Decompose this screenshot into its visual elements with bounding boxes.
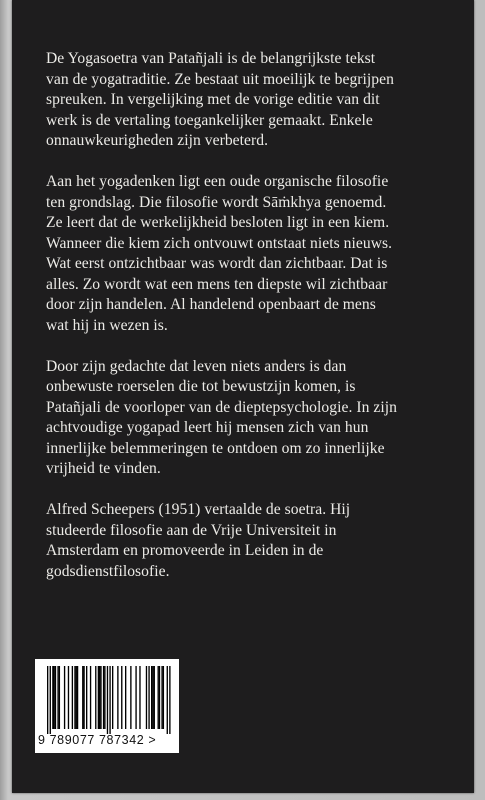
barcode-bar: [167, 666, 168, 734]
barcode-bar: [68, 666, 69, 729]
barcode-bar: [146, 666, 147, 729]
blurb-paragraph-samkhya: Aan het yogadenken ligt een oude organische filosofie ten grondslag. Die filosofie wordt Sāṁkhya genoemd. Ze leert dat de werkelijkheid besloten ligt in een kiem. Wanneer die kiem zich ontvouwt ontstaat niets nieuws. Wat eerst ontzichtbaar was wordt dan zichtbaar. Dat is alles. Zo wordt wat een mens ten diepste wil zichtbaar door zijn handelen. Al handelend openbaart de mens wat hij in wezen is.: [46, 173, 393, 334]
barcode-bar: [107, 666, 108, 734]
barcode-bar: [169, 666, 170, 734]
barcode-bar: [57, 666, 58, 729]
barcode-bar: [135, 666, 136, 729]
barcode-bar: [95, 666, 96, 729]
barcode-bar: [152, 666, 153, 729]
barcode-bar: [86, 666, 87, 729]
barcode-bar: [59, 666, 60, 729]
barcode-bar: [52, 666, 53, 729]
barcode-bar: [98, 666, 99, 729]
barcode-bar: [163, 666, 164, 729]
barcode-bar: [83, 666, 84, 729]
barcode-bar: [154, 666, 155, 729]
barcode-bar: [55, 666, 56, 729]
barcode-bar: [125, 666, 126, 729]
barcode-bar: [82, 666, 83, 729]
barcode-bar: [158, 666, 159, 729]
barcode-bar: [74, 666, 75, 729]
barcode-bar: [121, 666, 122, 729]
barcode-bar: [50, 666, 51, 734]
barcode-bar: [139, 666, 140, 729]
blurb-paragraph-translator: Alfred Scheepers (1951) vertaalde de soetra. Hij studeerde filosofie aan de Vrije Universiteit in Amsterdam en promoveerde in Leiden in de godsdienstfilosofie.: [46, 501, 351, 580]
barcode-bar: [77, 666, 78, 729]
barcode-bar: [100, 666, 101, 729]
isbn-barcode: [35, 659, 179, 753]
barcode-bar: [109, 666, 110, 734]
barcode-bar: [64, 666, 65, 729]
blurb-paragraph-psychology: Door zijn gedachte dat leven niets anders is dan onbewuste roerselen die tot bewustzijn komen, is Patañjali de voorloper van de dieptepsychologie. In zijn achtvoudige yogapad leert hij mensen zich van hun innerlijke belemmeringen te ontdoen om zo innerlijke vrijheid te vinden.: [46, 357, 397, 477]
barcode-bar: [76, 666, 77, 729]
barcode-bar: [151, 666, 152, 729]
blurb-text: [46, 49, 462, 603]
barcode-bar: [130, 666, 131, 729]
barcode-bar: [112, 666, 113, 729]
barcode-bar: [47, 666, 48, 734]
barcode-bar: [148, 666, 149, 729]
isbn-number: 9 789077 787342 >: [38, 733, 157, 747]
barcode-bar: [54, 666, 55, 729]
barcode-bar: [90, 666, 91, 729]
barcode-bar: [161, 666, 162, 729]
barcode-bar: [159, 666, 160, 729]
barcode-bar: [103, 666, 104, 729]
barcode-bar: [72, 666, 73, 729]
blurb-paragraph-intro: De Yogasoetra van Patañjali is de belangrijkste tekst van de yogatraditie. Ze bestaat uit moeilijk te begrijpen spreuken. In vergelijking met de vorige editie van dit werk is de vertaling toegankelijker gemaakt. Enkele onnauwkeurigheden zijn verbeterd.: [46, 50, 394, 149]
barcode-bar: [104, 666, 105, 729]
barcode-bar: [99, 666, 100, 729]
barcode-bar: [117, 666, 118, 729]
